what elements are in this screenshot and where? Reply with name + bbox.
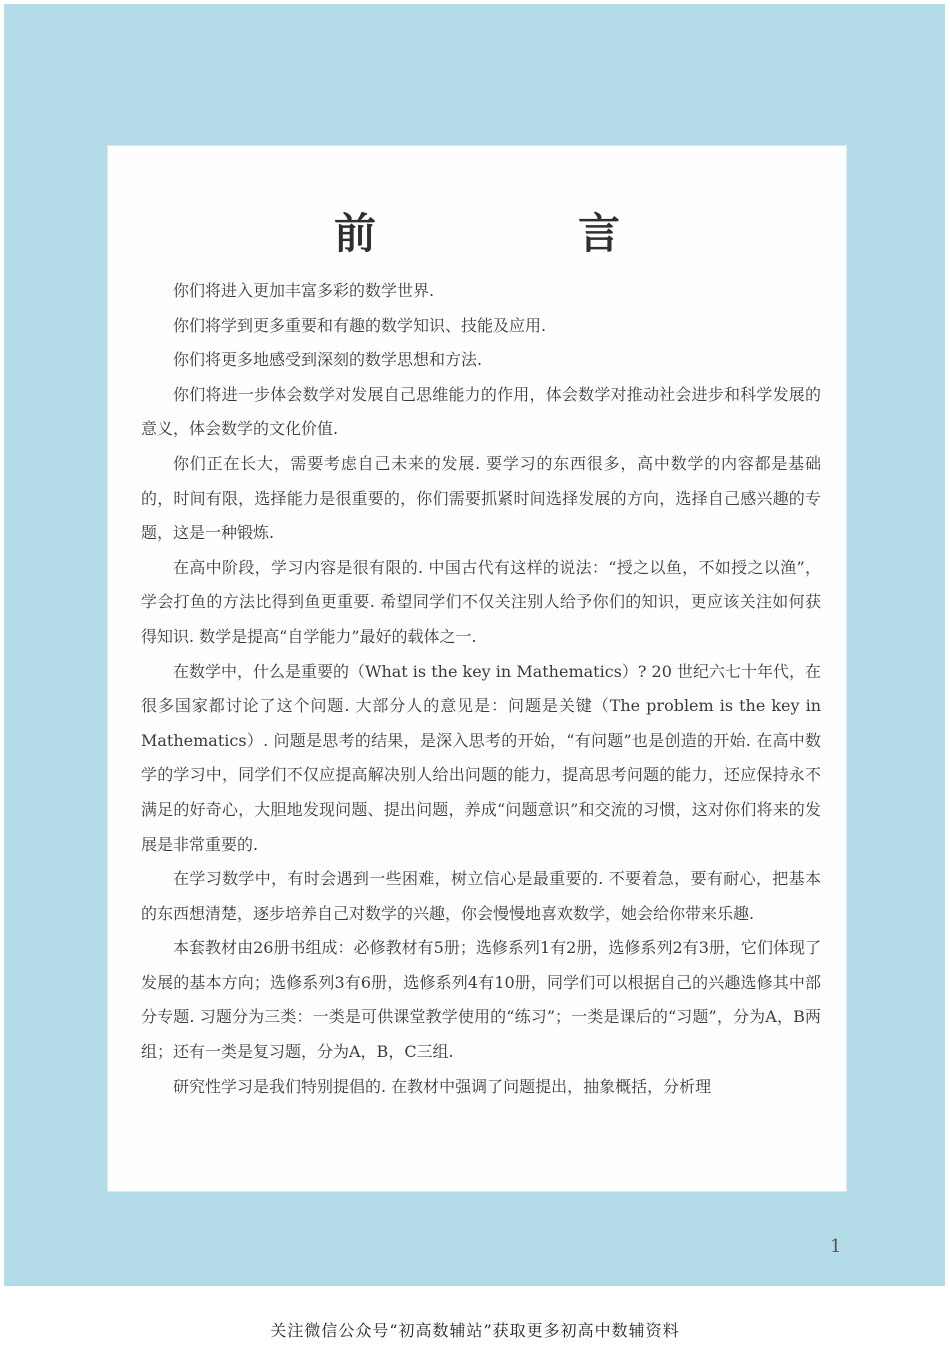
paragraph: 在学习数学中，有时会遇到一些困难，树立信心是最重要的. 不要着急，要有耐心，把基本的东西想清楚，逐步培养自己对数学的兴趣，你会慢慢地喜欢数学，她会给你带来乐趣.	[141, 869, 821, 923]
paragraph: 你们将进一步体会数学对发展自己思维能力的作用，体会数学对推动社会进步和科学发展的意义，体会数学的文化价值.	[141, 384, 821, 439]
preface-body	[141, 274, 821, 1104]
page-number: 1	[830, 1236, 842, 1257]
footer-note: 关注微信公众号“初高数辅站”获取更多初高中数辅资料	[270, 1321, 680, 1340]
paragraph: 研究性学习是我们特别提倡的. 在教材中强调了问题提出，抽象概括，分析理	[173, 1076, 712, 1096]
blue-page-frame	[4, 4, 945, 1286]
paragraph: 你们将进入更加丰富多彩的数学世界.	[173, 281, 435, 300]
paragraph: 在高中阶段，学习内容是很有限的. 中国古代有这样的说法：“授之以鱼，不如授之以渔”，学会打鱼的方法比得到鱼更重要. 希望同学们不仅关注别人给予你们的知识，更应该关注如何获得知识. 数学是提高“自学能力”最好的载体之一.	[141, 557, 821, 646]
preface-panel	[107, 145, 847, 1192]
paragraph: 本套教材由26册书组成：必修教材有5册；选修系列1有2册，选修系列2有3册，它们体现了发展的基本方向；选修系列3有6册，选修系列4有10册，同学们可以根据自己的兴趣选修其中部分专题. 习题分为三类：一类是可供课堂教学使用的“练习”；一类是课后的“习题”，分为A，B两组；还有一类是复习题，分为A，B，C三组.	[141, 938, 821, 1062]
paragraph: 你们将更多地感受到深刻的数学思想和方法.	[173, 350, 483, 370]
paragraph: 你们正在长大，需要考虑自己未来的发展. 要学习的东西很多，高中数学的内容都是基础的，时间有限，选择能力是很重要的，你们需要抓紧时间选择发展的方向，选择自己感兴趣的专题，这是一种锻炼.	[141, 453, 821, 543]
paragraph: 在数学中，什么是重要的（What is the key in Mathematics）? 20 世纪六七十年代，在很多国家都讨论了这个问题. 大部分人的意见是：问题是关键（The problem is the key in Mathematics）. 问题是思考的结果，是深入思考的开始，“有问题”也是创造的开始. 在高中数学的学习中，同学们不仅应提高解决别人给出问题的能力，提高思考问题的能力，还应保持永不满足的好奇心，大胆地发现问题、提出问题，养成“问题意识”和交流的习惯，这对你们将来的发展是非常重要的.	[141, 661, 821, 854]
page-title: 前 言	[333, 209, 700, 258]
paragraph: 你们将学到更多重要和有趣的数学知识、技能及应用.	[173, 315, 547, 335]
